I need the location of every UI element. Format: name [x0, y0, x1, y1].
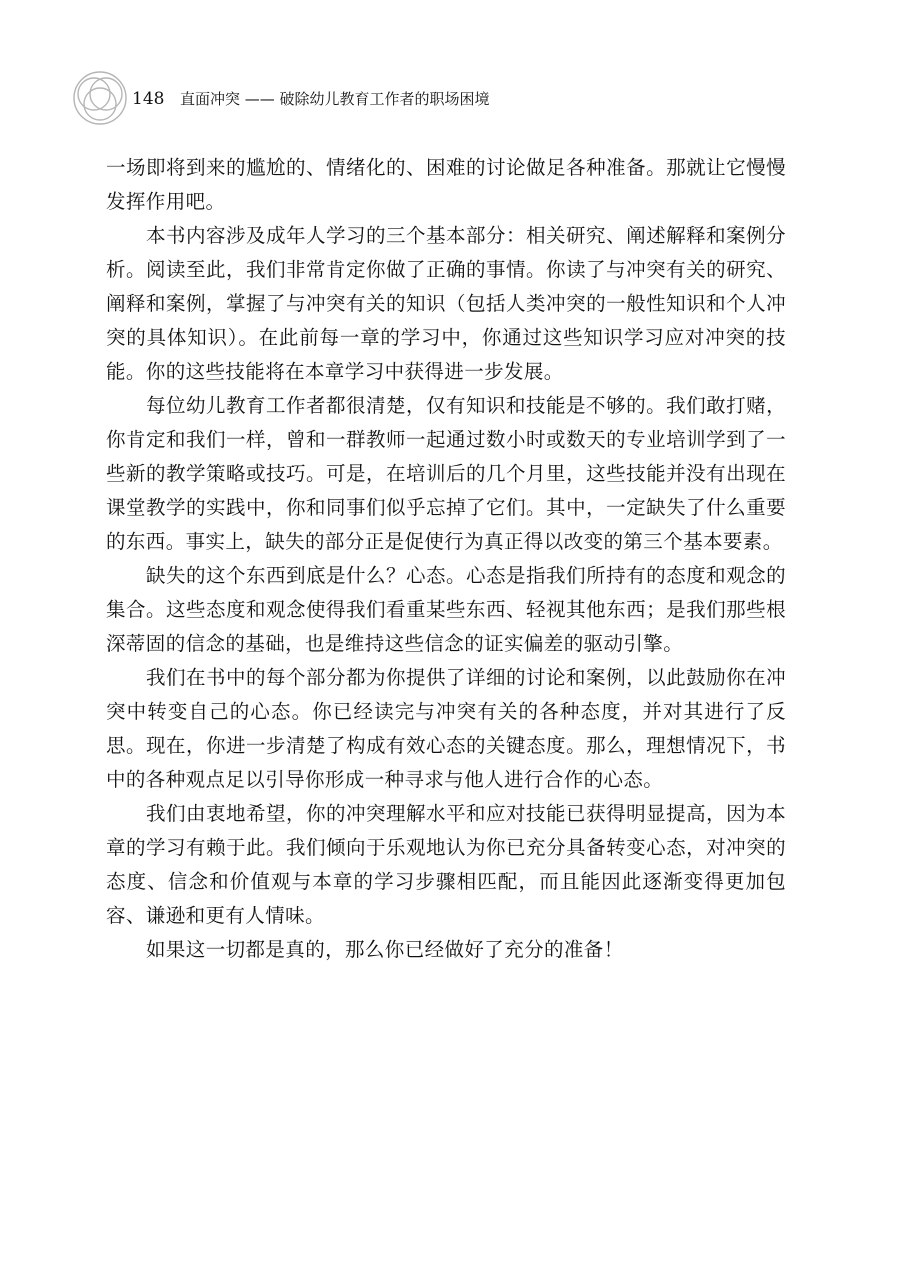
page-number: 148: [132, 89, 165, 109]
paragraph: 缺失的这个东西到底是什么？心态。心态是指我们所持有的态度和观念的集合。这些态度和观念使得我们看重某些东西、轻视其他东西；是我们那些根深蒂固的信念的基础，也是维持这些信念的证实偏差的驱动引擎。: [106, 564, 786, 655]
paragraph: 本书内容涉及成年人学习的三个基本部分：相关研究、阐述解释和案例分析。阅读至此，我们非常肯定你做了正确的事情。你读了与冲突有关的研究、阐释和案例，掌握了与冲突有关的知识（包括人类冲突的一般性知识和个人冲突的具体知识）。在此前每一章的学习中，你通过这些知识学习应对冲突的技能。你的这些技能将在本章学习中获得进一步发展。: [106, 224, 786, 383]
overlapping-circles-logo-icon: [70, 68, 134, 128]
paragraph: 我们由衷地希望，你的冲突理解水平和应对技能已获得明显提高，因为本章的学习有赖于此。我们倾向于乐观地认为你已充分具备转变心态，对冲突的态度、信念和价值观与本章的学习步骤相匹配，而且能因此逐渐变得更加包容、谦逊和更有人情味。: [106, 802, 786, 927]
page-header: [70, 68, 830, 128]
running-title: 直面冲突 —— 破除幼儿教育工作者的职场困境: [180, 90, 490, 108]
paragraph: 如果这一切都是真的，那么你已经做好了充分的准备！: [146, 938, 624, 961]
paragraph: 我们在书中的每个部分都为你提供了详细的讨论和案例，以此鼓励你在冲突中转变自己的心态。你已经读完与冲突有关的各种态度，并对其进行了反思。现在，你进一步清楚了构成有效心态的关键态度。那么，理想情况下，书中的各种观点足以引导你形成一种寻求与他人进行合作的心态。: [106, 666, 786, 791]
paragraph: 每位幼儿教育工作者都很清楚，仅有知识和技能是不够的。我们敢打赌，你肯定和我们一样，曾和一群教师一起通过数小时或数天的专业培训学到了一些新的教学策略或技巧。可是，在培训后的几个月里，这些技能并没有出现在课堂教学的实践中，你和同事们似乎忘掉了它们。其中，一定缺失了什么重要的东西。事实上，缺失的部分正是促使行为真正得以改变的第三个基本要素。: [106, 394, 786, 553]
paragraph: 一场即将到来的尴尬的、情绪化的、困难的讨论做足各种准备。那就让它慢慢发挥作用吧。: [106, 156, 786, 213]
body-text: [106, 151, 786, 967]
